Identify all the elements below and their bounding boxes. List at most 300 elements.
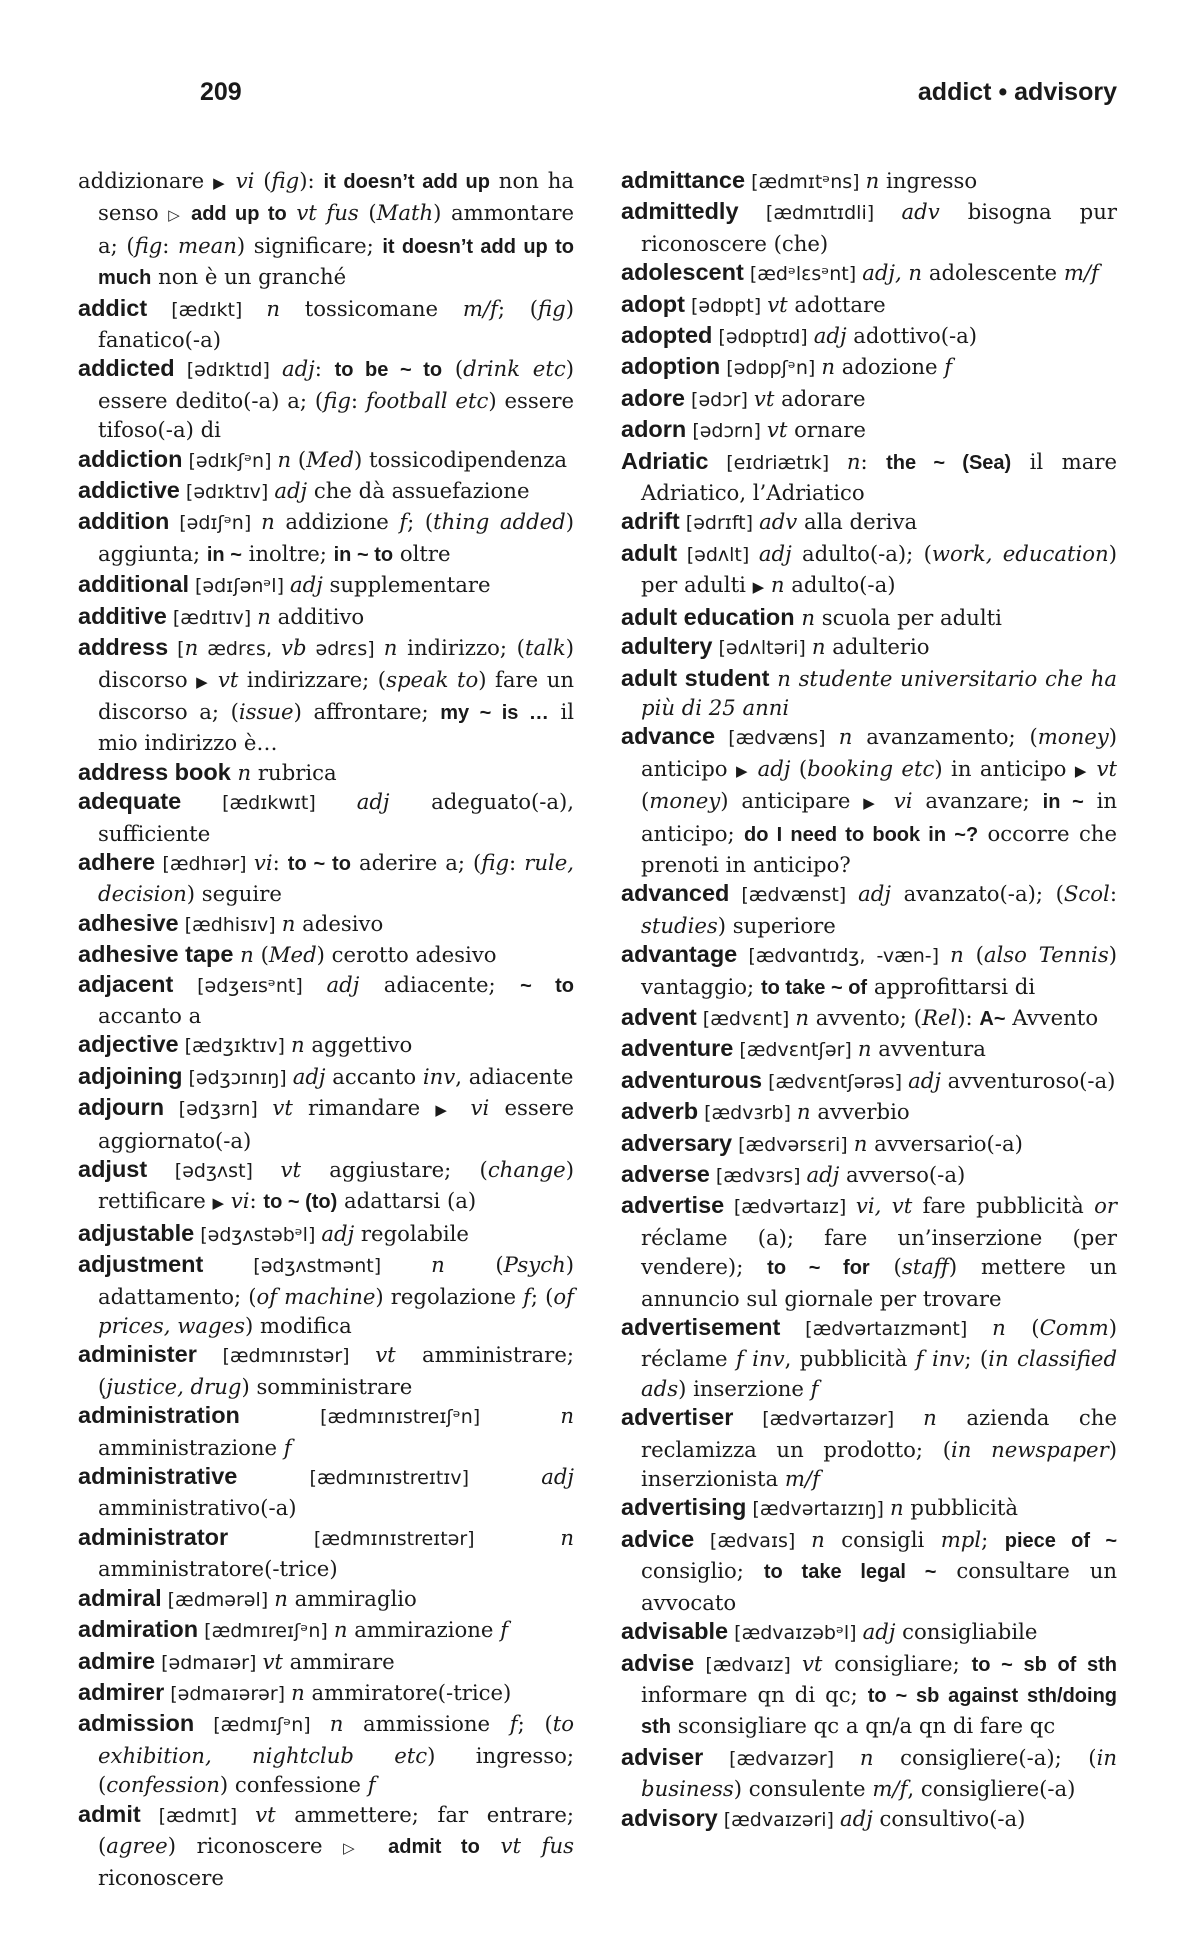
pronunciation: [ədʒɔɪnɪŋ]: [182, 1066, 293, 1089]
definition-text: ) per adulti: [641, 540, 1117, 598]
definition-text: ingresso: [879, 168, 978, 193]
definition-text: ornare: [787, 417, 866, 443]
definition-text: non è un granché: [151, 264, 347, 290]
definition-text: azienda che reclamizza un prodotto; (: [641, 1405, 1117, 1462]
dictionary-entry: [621, 321, 1117, 352]
headword: admiral: [78, 1584, 162, 1611]
definition-text: ) inserzione: [678, 1375, 811, 1401]
definition-text: , consigliere(-a): [907, 1776, 1076, 1802]
dictionary-entry: [621, 290, 1117, 321]
phrase-bold: to ~ sb of sth: [971, 1653, 1117, 1676]
definition-text: adulterio: [825, 634, 930, 660]
definition-text: amministrativo(-a): [98, 1495, 297, 1521]
label-italic: n: [796, 1099, 811, 1125]
definition-text: accanto: [325, 1063, 423, 1089]
label-italic: issue: [238, 698, 294, 724]
definition-text: ) regolazione: [375, 1283, 524, 1309]
definition-text: aggiustare; (: [301, 1157, 488, 1182]
dictionary-entry: [78, 848, 574, 909]
definition-text: tossicomane: [280, 295, 463, 321]
headword: advisory: [621, 1804, 718, 1831]
headword: adrift: [621, 508, 680, 535]
label-italic: adj: [758, 540, 792, 566]
definition-text: ) affrontare;: [293, 698, 441, 724]
label-italic: vb: [281, 635, 307, 661]
definition-text: ammettere; far entrare; (: [98, 1801, 575, 1858]
definition-text: consultivo(-a): [872, 1805, 1026, 1831]
label-italic: in classified ads: [641, 1346, 1118, 1401]
headword: additive: [78, 602, 167, 629]
pronunciation: [ædmɪnɪstər]: [196, 1345, 376, 1368]
dictionary-entry: [78, 166, 574, 294]
dictionary-entry: [78, 445, 574, 476]
label-italic: adj: [292, 1063, 326, 1089]
phrase-bold: my ~ is …: [440, 701, 549, 724]
pronunciation: [ædmɪreɪʃᵊn]: [198, 1620, 334, 1643]
label-italic: Med: [268, 942, 317, 968]
headword: adverse: [621, 1161, 710, 1187]
definition-text: ) anticipare: [720, 788, 864, 814]
pronunciation: [ædvɛnt]: [696, 1007, 796, 1030]
arrow-icon: ▶: [735, 761, 750, 780]
definition-text: ) seguire: [186, 881, 282, 907]
arrow-icon: ▶: [1074, 761, 1089, 780]
definition-text: (: [790, 755, 808, 781]
pronunciation: [ædvɑntɪdʒ, -væn-]: [737, 945, 951, 968]
pronunciation: [eɪdriætɪk]: [708, 451, 847, 474]
definition-text: ; (: [530, 1283, 554, 1309]
label-italic: money: [1037, 724, 1109, 750]
definition-text: ;: [981, 1526, 1005, 1552]
label-italic: vi: [253, 849, 273, 875]
label-italic: vi: [226, 168, 264, 193]
label-italic: or: [1094, 1193, 1117, 1219]
definition-text: ) somministrare: [241, 1373, 413, 1399]
definition-text: consigliere(-a); (: [873, 1744, 1097, 1770]
label-italic: fig: [538, 295, 566, 321]
pronunciation: [ædmɪnɪstreɪtər]: [228, 1527, 561, 1550]
definition-text: ammiraglio: [287, 1585, 417, 1611]
definition-text: ) modifica: [244, 1313, 352, 1339]
definition-text: adottare: [787, 291, 886, 317]
dictionary-entry: [621, 197, 1117, 258]
phrase-bold: to ~ (to): [263, 1191, 338, 1214]
label-italic: f: [283, 1434, 292, 1460]
pronunciation: [ædvərtaɪzmənt]: [780, 1318, 993, 1341]
label-italic: n: [291, 1679, 305, 1705]
label-italic: Psych: [503, 1252, 566, 1278]
definition-text: ) significare;: [236, 232, 383, 258]
definition-text: adolescente: [922, 260, 1064, 286]
label-italic: vt: [280, 1157, 301, 1182]
definition-text: addizione: [274, 509, 400, 535]
label-italic: drink etc: [463, 356, 566, 382]
label-italic: to exhibition, nightclub etc: [98, 1711, 574, 1768]
pronunciation: [ədɪʃᵊn]: [169, 512, 262, 535]
pronunciation: [ədɪʃənᵊl]: [188, 575, 291, 598]
headword: adhesive: [78, 909, 179, 936]
dictionary-entry: [621, 1493, 1117, 1524]
headword: administration: [78, 1402, 240, 1429]
dictionary-entry: [621, 1129, 1117, 1160]
definition-text: che dà assuefazione: [307, 478, 530, 504]
label-italic: f: [810, 1375, 819, 1401]
pronunciation: [ædvaɪs]: [694, 1529, 812, 1552]
label-italic: vt: [209, 666, 239, 692]
dictionary-entry: [621, 258, 1117, 289]
label-italic: n: [846, 448, 861, 474]
dictionary-entry: [78, 1062, 574, 1093]
definition-text: ) mettere un annuncio sul giornale per trovare: [641, 1254, 1117, 1311]
dictionary-entry: [78, 1219, 574, 1250]
definition-text: , pubblicità: [784, 1346, 916, 1372]
definition-text: avanzato(-a); (: [890, 881, 1064, 907]
pronunciation: [ædvərsɛri]: [732, 1133, 854, 1156]
label-italic: thing added: [433, 509, 566, 535]
label-italic: fig: [481, 849, 510, 875]
label-italic: adj: [321, 1220, 355, 1246]
label-italic: n: [821, 354, 835, 380]
arrow-icon: ▷: [343, 1838, 369, 1857]
headword: adjust: [78, 1156, 148, 1182]
pronunciation: [ədʌlt]: [677, 543, 759, 566]
pronunciation: [ædvɛntʃərəs]: [762, 1070, 909, 1093]
dictionary-entry: [621, 1097, 1117, 1128]
pronunciation: [ədɪktɪd]: [174, 359, 282, 382]
definition-text: ) fare un discorso a; (: [98, 666, 574, 724]
dictionary-entry: [78, 507, 574, 570]
definition-text: (: [869, 1254, 902, 1280]
headword: adventurous: [621, 1066, 763, 1093]
definition-text: :: [249, 1188, 264, 1214]
definition-text: il mare Adriatico, l’Adriatico: [641, 448, 1118, 506]
definition-text: ammissione: [343, 1711, 510, 1737]
phrase-bold: in ~ to: [333, 543, 394, 566]
headword: admiration: [78, 1616, 199, 1643]
label-italic: m/f: [1063, 260, 1099, 286]
definition-text: additivo: [270, 603, 365, 629]
label-italic: booking etc: [807, 755, 935, 781]
definition-text: aggettivo: [304, 1032, 413, 1058]
definition-text: il mio indirizzo è…: [98, 698, 574, 756]
pronunciation: [ædvænst]: [729, 884, 859, 907]
dictionary-entry: [78, 1093, 574, 1155]
definition-text: ) inserzionista: [641, 1436, 1118, 1492]
definition-text: ) essere dedito(-a) a; (: [98, 356, 574, 413]
headword: addictive: [78, 477, 180, 504]
label-italic: adj: [541, 1464, 574, 1490]
definition-text: indirizzare; (: [238, 666, 387, 692]
dictionary-entry: [78, 633, 574, 758]
pronunciation: [ædmɪnɪstreɪʃᵊn]: [239, 1406, 561, 1429]
definition-text: ; (: [964, 1346, 989, 1372]
dictionary-entry: [621, 1003, 1117, 1034]
dictionary-entry: [78, 940, 574, 969]
definition-text: avventuroso(-a): [940, 1067, 1116, 1093]
headword: adjacent: [78, 970, 174, 997]
headword: adult: [621, 539, 678, 566]
definition-text: (: [263, 168, 272, 193]
definition-text: adeguato(-a), sufficiente: [98, 789, 575, 846]
definition-text: informare qn di qc;: [641, 1681, 868, 1707]
label-italic: n: [857, 1036, 872, 1062]
headword: adore: [621, 384, 685, 411]
pronunciation: [ædvərtaɪz]: [724, 1196, 856, 1219]
dictionary-entry: [621, 1066, 1117, 1097]
phrase-bold: to ~ sb against sth/doing sth: [641, 1684, 1117, 1739]
label-italic: fig: [323, 387, 351, 413]
label-italic: vi, vt: [855, 1193, 913, 1219]
dictionary-entry: [78, 787, 574, 848]
dictionary-entry: [78, 1709, 574, 1799]
definition-text: ) in anticipo: [934, 755, 1075, 781]
label-italic: n: [431, 1252, 445, 1278]
definition-text: adulto(-a); (: [791, 540, 932, 566]
label-italic: vi: [880, 788, 913, 814]
label-italic: inv: [422, 1063, 456, 1089]
dictionary-entry: [621, 1313, 1117, 1403]
headword: advertise: [621, 1192, 725, 1219]
label-italic: rule, decision: [98, 849, 575, 907]
pronunciation: [ædmɪtᵊns]: [745, 171, 866, 193]
definition-text: adattarsi (a): [337, 1188, 477, 1214]
headword: admirer: [78, 1678, 165, 1705]
headword: admit: [78, 1800, 141, 1827]
label-italic: Math: [376, 200, 434, 226]
pronunciation: [ædvæns]: [715, 727, 839, 750]
headword: adorn: [621, 416, 687, 443]
dictionary-entry: [78, 354, 574, 444]
pronunciation: [ədʒʌstəbᵊl]: [194, 1223, 322, 1246]
label-italic: f inv: [735, 1346, 785, 1372]
dictionary-entry: [621, 539, 1117, 603]
phrase-bold: it doesn’t add up to much: [98, 235, 575, 290]
label-italic: vt: [262, 1648, 283, 1674]
label-italic: n: [184, 635, 199, 661]
headword: adoption: [621, 353, 721, 380]
label-italic: n: [795, 1004, 810, 1030]
label-italic: n: [261, 509, 275, 535]
label-italic: Comm: [1039, 1315, 1109, 1341]
headword: adopt: [621, 290, 685, 317]
pronunciation: [ædvərtaɪzɪŋ]: [746, 1498, 890, 1521]
label-italic: adj: [281, 356, 315, 382]
definition-text: (: [368, 200, 377, 226]
headword: admire: [78, 1647, 156, 1674]
pronunciation: [ədɔr]: [685, 388, 754, 411]
dictionary-entry: [621, 1034, 1117, 1065]
label-italic: vi: [224, 1188, 250, 1214]
label-italic: m/f: [784, 1466, 820, 1492]
label-italic: n: [291, 1032, 305, 1058]
label-italic: n: [923, 1405, 937, 1431]
dictionary-column-left: [78, 166, 574, 1893]
phrase-bold: it doesn’t add up: [323, 171, 490, 193]
definition-text: avventura: [871, 1036, 986, 1062]
definition-text: ) essere tifoso(-a) di: [98, 387, 574, 443]
headword: advertising: [621, 1494, 747, 1521]
headword: adjourn: [78, 1094, 165, 1121]
headword: addict: [78, 294, 148, 321]
headword: advantage: [621, 941, 738, 968]
definition-text: in anticipo;: [641, 788, 1118, 846]
pronunciation: ædrɛs,: [198, 638, 281, 661]
pronunciation: [ædmɪt]: [140, 1804, 256, 1827]
label-italic: talk: [524, 635, 566, 661]
label-italic: n: [811, 634, 826, 660]
label-italic: work, education: [931, 540, 1109, 566]
label-italic: n: [865, 168, 880, 193]
label-italic: n: [794, 604, 816, 630]
definition-text: non ha senso: [98, 168, 575, 226]
pronunciation: [ædmɪʃᵊn]: [194, 1714, 330, 1737]
definition-text: ammirare: [282, 1648, 395, 1674]
label-italic: adv: [759, 509, 798, 535]
pronunciation: [ədɒpʃᵊn]: [720, 357, 822, 380]
label-italic: n: [769, 665, 791, 691]
pronunciation: [ædmərəl]: [161, 1588, 275, 1611]
headword: adult student: [621, 664, 770, 691]
definition-text: ; (: [517, 1711, 553, 1737]
definition-text: indirizzo; (: [397, 635, 525, 661]
label-italic: n: [257, 603, 271, 629]
headword: administrative: [78, 1463, 238, 1490]
label-italic: money: [649, 788, 721, 814]
phrase-bold: ~ to: [520, 974, 574, 997]
pronunciation: [ədʒeɪsᵊnt]: [173, 974, 327, 997]
dictionary-entry: [621, 940, 1117, 1003]
label-italic: mpl: [940, 1526, 982, 1552]
pronunciation: [ədʒʌstmənt]: [203, 1255, 432, 1278]
phrase-bold: in ~: [1042, 791, 1084, 814]
pronunciation: [ædvaɪzər]: [703, 1747, 860, 1770]
label-italic: of machine: [256, 1283, 376, 1309]
label-italic: adv: [901, 199, 940, 225]
label-italic: vt: [766, 417, 788, 443]
dictionary-entry: [78, 1647, 574, 1678]
pronunciation: [ædɪkt]: [147, 298, 267, 321]
pronunciation: [ædmɪnɪstreɪtɪv]: [237, 1467, 542, 1490]
dictionary-entry: [78, 1155, 574, 1219]
definition-text: (: [291, 446, 307, 472]
definition-text: adottivo(-a): [846, 323, 978, 349]
label-italic: studies: [641, 912, 718, 938]
pronunciation: [: [168, 638, 185, 661]
dictionary-entry: [621, 1403, 1117, 1493]
dictionary-entry: [78, 1584, 574, 1615]
phrase-bold: do I need to book in ~?: [744, 823, 979, 846]
headword: adhere: [78, 848, 156, 875]
label-italic: adj: [749, 755, 791, 781]
headword: adviser: [621, 1743, 704, 1770]
label-italic: confession: [106, 1772, 220, 1798]
definition-text: ) confessione: [219, 1772, 368, 1798]
dictionary-entry: [621, 1160, 1117, 1191]
phrase-bold: to take legal ~: [763, 1561, 937, 1584]
definition-text: consiglio;: [641, 1558, 764, 1584]
definition-text: :: [272, 849, 288, 875]
label-italic: n: [281, 910, 296, 936]
phrase-bold: admit to: [368, 1835, 480, 1858]
definition-text: ) vantaggio;: [641, 942, 1117, 999]
label-italic: staff: [901, 1254, 949, 1280]
headword: advise: [621, 1649, 695, 1676]
label-italic: mean: [177, 232, 237, 258]
definition-text: , adiacente: [455, 1063, 574, 1089]
dictionary-column-right: [621, 166, 1117, 1835]
phrase-bold: the ~ (Sea): [886, 451, 1012, 474]
label-italic: adj: [862, 1619, 896, 1645]
pronunciation: ədrɛs]: [306, 638, 384, 661]
definition-text: (: [963, 942, 984, 968]
label-italic: adj: [806, 1162, 840, 1187]
label-italic: of prices, wages: [98, 1283, 575, 1339]
dictionary-entry: [78, 1030, 574, 1061]
label-italic: justice, drug: [106, 1373, 242, 1399]
label-italic: n: [764, 572, 785, 598]
phrase-bold: to be ~ to: [334, 359, 443, 382]
definition-text: amministratore(-trice): [98, 1556, 338, 1582]
label-italic: n: [274, 1585, 288, 1611]
definition-text: riconoscere: [98, 1865, 224, 1891]
label-italic: vt fus: [479, 1832, 574, 1858]
definition-text: consultare un avvocato: [641, 1558, 1117, 1615]
arrow-icon: ▶: [212, 1194, 225, 1213]
pronunciation: [ædmɪtɪdli]: [738, 202, 902, 225]
headword: adjective: [78, 1031, 179, 1058]
label-italic: vt: [255, 1801, 276, 1827]
definition-text: ) superiore: [717, 912, 836, 938]
definition-text: supplementare: [322, 572, 491, 598]
definition-text: bisogna pur riconoscere (che): [641, 199, 1117, 256]
headword: administer: [78, 1341, 197, 1368]
dictionary-entry: [78, 1401, 574, 1462]
definition-text: (: [442, 356, 464, 382]
phrase-bold: add up to: [182, 203, 287, 226]
label-italic: vt fus: [286, 200, 369, 226]
definition-text: essere aggiornato(-a): [98, 1095, 574, 1153]
definition-text: fare pubblicità: [912, 1193, 1095, 1219]
dictionary-entry: [621, 415, 1117, 446]
label-italic: vt: [375, 1342, 396, 1368]
definition-text: ammirazione: [347, 1617, 501, 1643]
dictionary-entry: [621, 166, 1117, 197]
pronunciation: [ædʒɪktɪv]: [178, 1035, 292, 1058]
headword: address: [78, 634, 169, 661]
label-italic: f: [399, 509, 408, 535]
pronunciation: [ədrɪft]: [679, 512, 760, 535]
headword: addicted: [78, 355, 175, 382]
definition-text: consigliabile: [895, 1619, 1038, 1645]
definition-text: (: [444, 1252, 504, 1278]
arrow-icon: ▶: [435, 1101, 456, 1120]
label-italic: adj: [813, 323, 847, 349]
dictionary-entry: [621, 507, 1117, 538]
phrase-bold: to ~ to: [287, 852, 351, 875]
label-italic: n: [811, 1526, 825, 1552]
definition-text: :: [860, 448, 887, 474]
pronunciation: [ədʌltəri]: [712, 637, 812, 660]
definition-text: ; (: [407, 509, 434, 535]
headword: adjustment: [78, 1251, 204, 1278]
definition-text: ) cerotto adesivo: [316, 942, 497, 968]
pronunciation: [ədʒɜrn]: [164, 1098, 273, 1121]
definition-text: pubblicità: [903, 1495, 1019, 1521]
phrase-bold: to take ~ of: [760, 976, 868, 999]
definition-text: adulto(-a): [784, 572, 896, 598]
definition-text: ) discorso: [98, 635, 574, 692]
definition-text: ):: [299, 168, 324, 193]
